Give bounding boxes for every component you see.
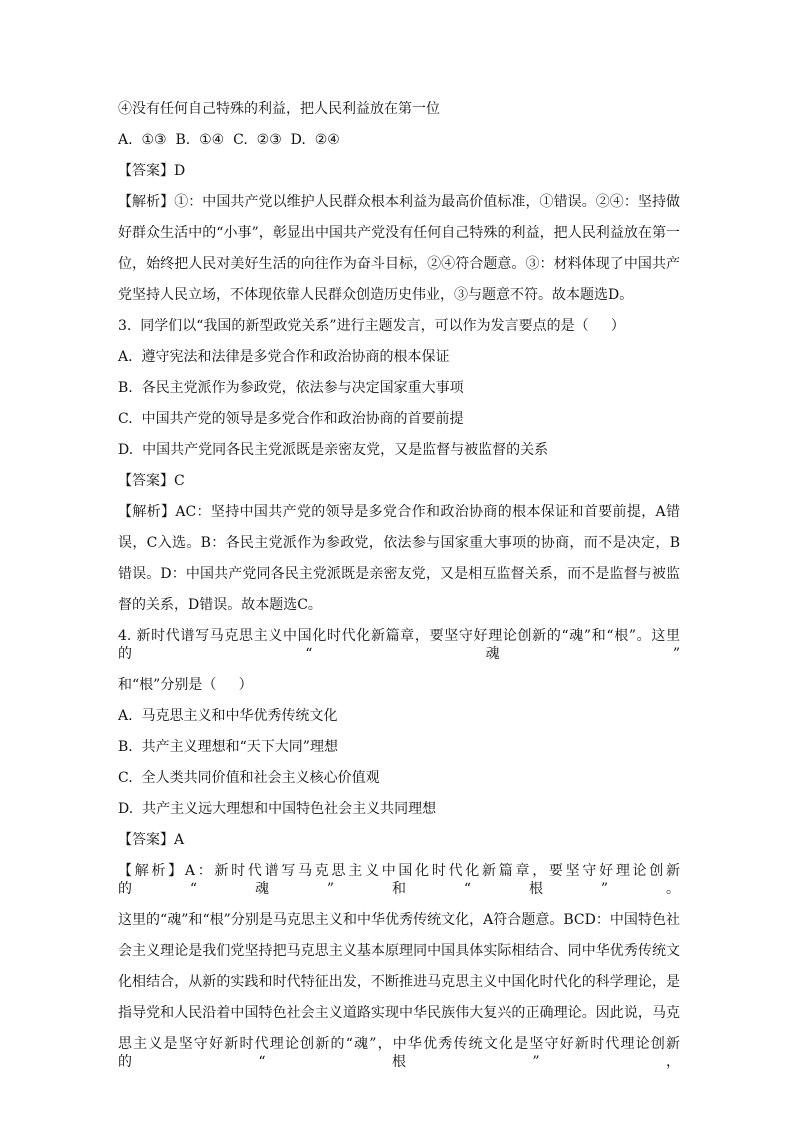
option-a: A. 马克思主义和中华优秀传统文化 (118, 708, 338, 724)
question-4: 4. 新时代谱写马克思主义中国化时代化新篇章，要坚守好理论创新的“魂”和“根”。这里的“魂” (118, 628, 680, 662)
analysis-line: 党坚持人民立场，不体现依靠人民群众创造历史伟业，③与题意不符。故本题选D。 (118, 287, 634, 303)
analysis-line: 会主义理论是我们党坚持把马克思主义基本原理同中国具体实际相结合、同中华优秀传统文 (118, 943, 680, 959)
option-a: A. 遵守宪法和法律是多党合作和政治协商的根本保证 (118, 349, 450, 365)
text-line: ④没有任何自己特殊的利益，把人民利益放在第一位 (118, 101, 440, 117)
document-body (118, 100, 680, 1071)
analysis-line: 【解析】AC：坚持中国共产党的领导是多党合作和政治协商的根本保证和首要前提，A错 (118, 504, 680, 520)
option-c: C. 中国共产党的领导是多党合作和政治协商的首要前提 (118, 411, 464, 427)
analysis-line: 错误。D：中国共产党同各民主党派既是亲密友党，又是相互监督关系，而不是监督与被监 (118, 566, 680, 582)
answer-label: 【答案】D (118, 163, 186, 179)
analysis-line: 误，C入选。B：各民主党派作为参政党，依法参与国家重大事项的协商，而不是决定，B (118, 535, 680, 551)
question-4-cont: 和“根”分别是（ ） (118, 677, 253, 693)
option-b: B. 共产主义理想和“天下大同”理想 (118, 739, 338, 755)
option-c: C. 全人类共同价值和社会主义核心价值观 (118, 770, 380, 786)
option-d: D. 中国共产党同各民主党派既是亲密友党，又是监督与被监督的关系 (118, 442, 549, 458)
analysis-line: 化相结合，从新的实践和时代特征出发，不断推进马克思主义中国化时代化的科学理论，是 (118, 974, 680, 990)
answer-label: 【答案】C (118, 473, 185, 489)
option-b: B. 各民主党派作为参政党，依法参与决定国家重大事项 (118, 380, 464, 396)
answer-options: A. ①③ B. ①④ C. ②③ D. ②④ (118, 132, 340, 148)
option-d: D. 共产主义远大理想和中国特色社会主义共同理想 (118, 801, 437, 817)
analysis-line: 位，始终把人民对美好生活的向往作为奋斗目标，②④符合题意。③：材料体现了中国共产 (118, 256, 680, 272)
analysis-line: 指导党和人民沿着中国特色社会主义道路实现中华民族伟大复兴的正确理论。因此说，马克 (118, 1005, 680, 1021)
question-3: 3. 同学们以“我国的新型政党关系”进行主题发言，可以作为发言要点的是（ ） (118, 318, 625, 334)
analysis-line: 【解析】①：中国共产党以维护人民群众根本利益为最高价值标准，①错误。②④：坚持做 (118, 194, 680, 210)
analysis-line: 思主义是坚守好新时代理论创新的“魂”，中华优秀传统文化是坚守好新时代理论创新的“根”， (118, 1036, 680, 1070)
analysis-line: 这里的“魂”和“根”分别是马克思主义和中华优秀传统文化，A符合题意。BCD：中国特色社 (118, 912, 680, 928)
answer-label: 【答案】A (118, 832, 185, 848)
analysis-line: 督的关系，D错误。故本题选C。 (118, 597, 322, 613)
analysis-line: 好群众生活中的“小事”，彰显出中国共产党没有任何自己特殊的利益，把人民利益放在第一 (118, 225, 680, 241)
analysis-line: 【解析】A：新时代谱写马克思主义中国化时代化新篇章，要坚守好理论创新的“魂”和“根”。 (118, 863, 680, 897)
